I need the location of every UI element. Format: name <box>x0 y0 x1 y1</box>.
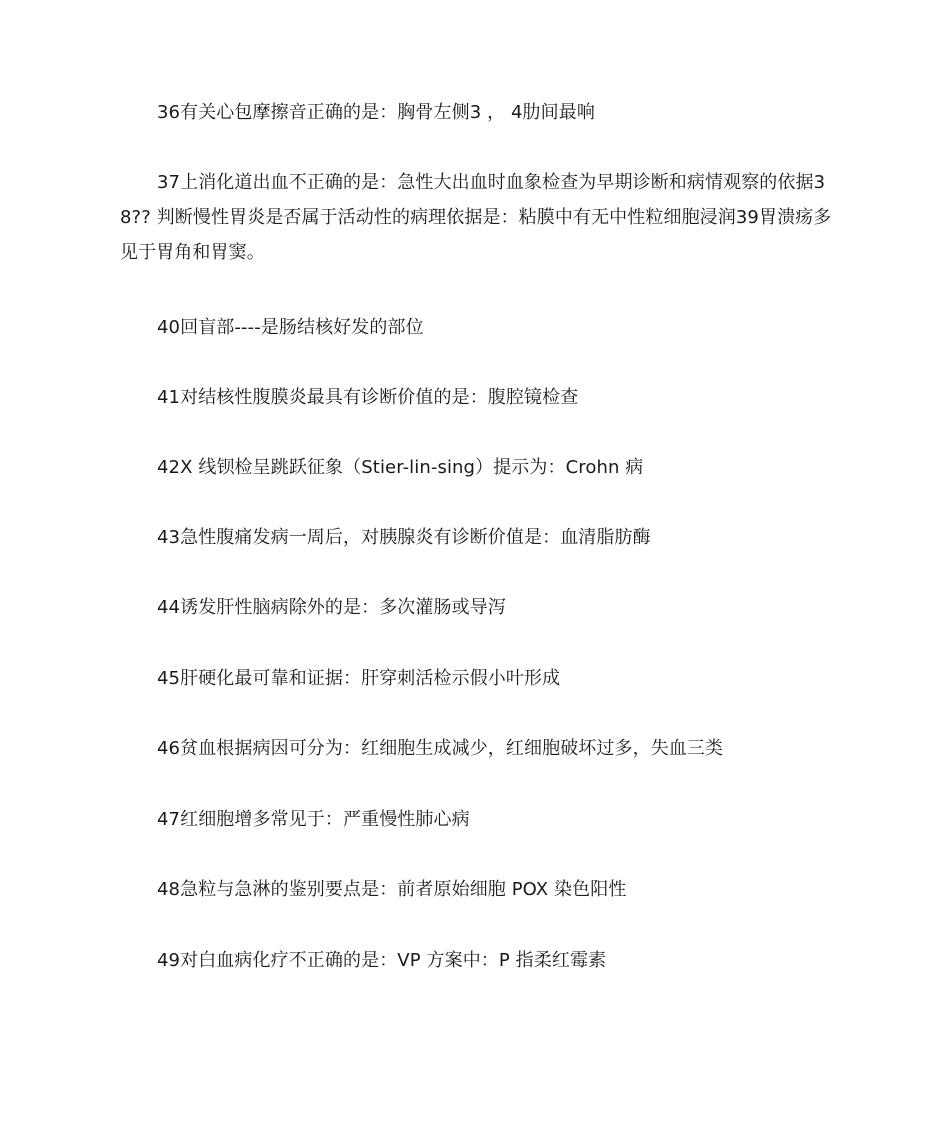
question-43: 43急性腹痛发病一周后，对胰腺炎有诊断价值是：血清脂肪酶 <box>157 527 651 548</box>
question-45: 45肝硬化最可靠和证据：肝穿刺活检示假小叶形成 <box>157 668 561 689</box>
question-47: 47红细胞增多常见于：严重慢性肺心病 <box>157 809 470 830</box>
question-42: 42X 线钡检呈跳跃征象（Stier-lin-sing）提示为：Crohn 病 <box>157 457 644 478</box>
question-46: 46贫血根据病因可分为：红细胞生成减少，红细胞破坏过多，失血三类 <box>157 738 724 759</box>
question-49: 49对白血病化疗不正确的是：VP 方案中：P 指柔红霉素 <box>157 950 607 971</box>
question-44: 44诱发肝性脑病除外的是：多次灌肠或导泻 <box>157 597 506 618</box>
question-36: 36有关心包摩擦音正确的是：胸骨左侧3 ， 4肋间最响 <box>157 102 595 123</box>
question-48: 48急粒与急淋的鉴别要点是：前者原始细胞 POX 染色阳性 <box>157 879 627 900</box>
question-40: 40回盲部----是肠结核好发的部位 <box>157 317 424 338</box>
question-37-39: 37上消化道出血不正确的是：急性大出血时血象检查为早期诊断和病情观察的依据38?? 判断慢性胃炎是否属于活动性的病理依据是：粘膜中有无中性粒细胞浸润39胃溃疡多见于胃角和胃窦。 <box>120 172 832 263</box>
question-41: 41对结核性腹膜炎最具有诊断价值的是：腹腔镜检查 <box>157 387 579 408</box>
